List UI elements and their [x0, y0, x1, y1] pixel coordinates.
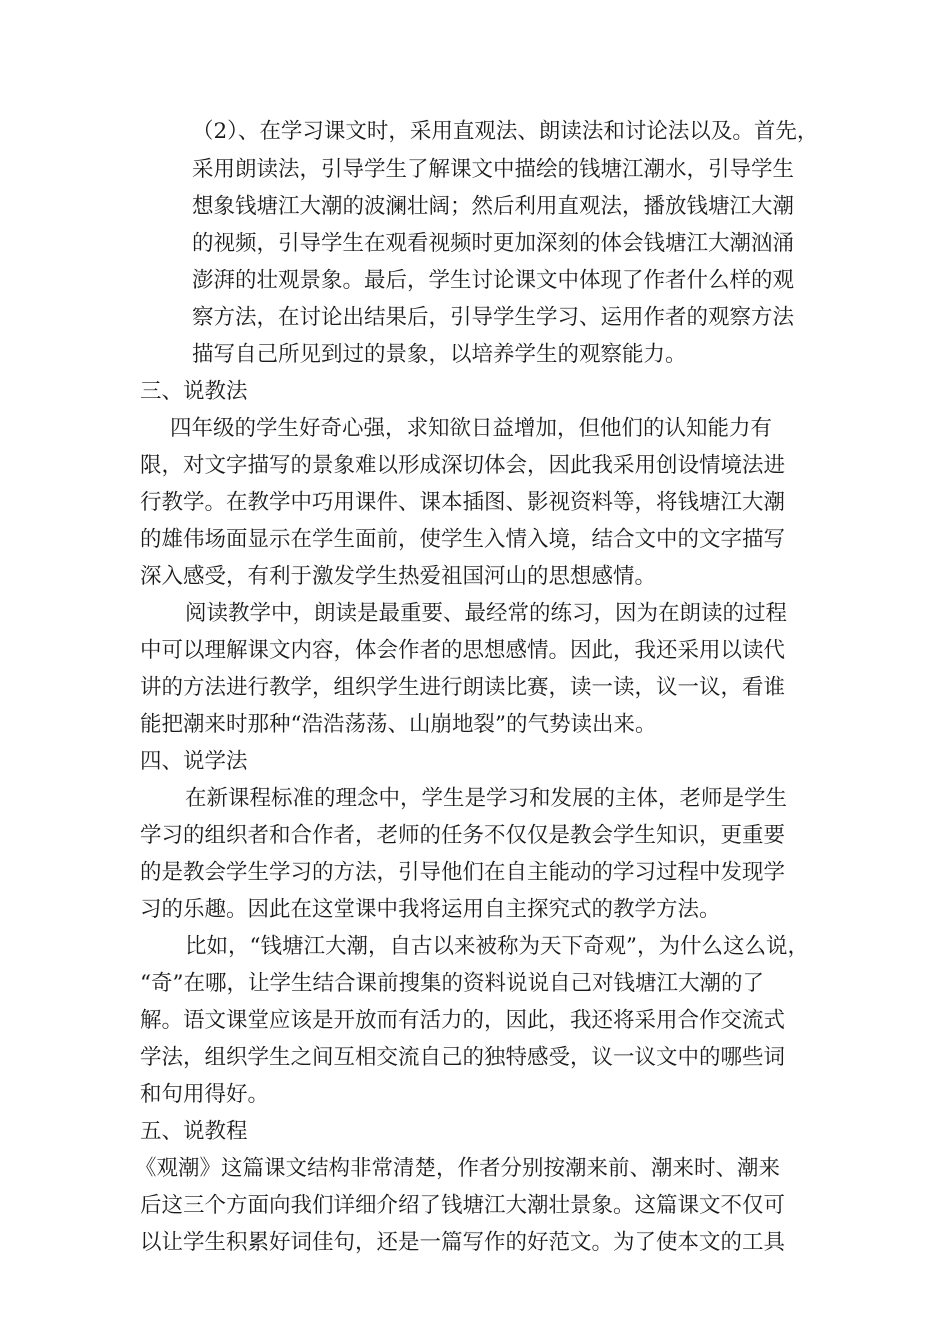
paragraph-line: 解。语文课堂应该是开放而有活力的，因此，我还将采用合作交流式 — [140, 1008, 786, 1033]
paragraph-line: “奇”在哪，让学生结合课前搜集的资料说说自己对钱塘江大潮的了 — [140, 971, 764, 996]
paragraph-line: 讲的方法进行教学，组织学生进行朗读比赛，读一读，议一议，看谁 — [140, 675, 786, 700]
paragraph-line: 能把潮来时那种“浩浩荡荡、山崩地裂”的气势读出来。 — [140, 712, 657, 737]
paragraph-line: 深入感受，有利于激发学生热爱祖国河山的思想感情。 — [140, 564, 657, 589]
paragraph-line: 《观潮》这篇课文结构非常清楚，作者分别按潮来前、潮来时、潮来 — [135, 1156, 781, 1181]
paragraph-line: （2）、在学习课文时，采用直观法、朗读法和讨论法以及。首先， — [192, 119, 819, 144]
paragraph-line: 行教学。在教学中巧用课件、课本插图、影视资料等，将钱塘江大潮 — [140, 490, 786, 515]
paragraph-line: 学法，组织学生之间互相交流自己的独特感受，议一议文中的哪些词 — [140, 1045, 786, 1070]
paragraph-line: 的是教会学生学习的方法，引导他们在自主能动的学习过程中发现学 — [140, 860, 786, 885]
section-heading-teaching-process: 五、说教程 — [140, 1119, 248, 1144]
paragraph-line: 限，对文字描写的景象难以形成深切体会，因此我采用创设情境法进 — [140, 453, 786, 478]
paragraph-line: 澎湃的壮观景象。最后，学生讨论课文中体现了作者什么样的观 — [192, 268, 795, 293]
paragraph-line: 以让学生积累好词佳句，还是一篇写作的好范文。为了使本文的工具 — [140, 1230, 786, 1255]
paragraph-line: 习的乐趣。因此在这堂课中我将运用自主探究式的教学方法。 — [140, 897, 721, 922]
paragraph-line: 想象钱塘江大潮的波澜壮阔；然后利用直观法，播放钱塘江大潮 — [192, 194, 795, 219]
paragraph-line: 四年级的学生好奇心强，求知欲日益增加，但他们的认知能力有 — [170, 416, 773, 441]
paragraph-line: 在新课程标准的理念中，学生是学习和发展的主体，老师是学生 — [185, 786, 788, 811]
paragraph-line: 察方法，在讨论出结果后，引导学生学习、运用作者的观察方法 — [192, 305, 795, 330]
section-heading-teaching-method: 三、说教法 — [140, 379, 248, 404]
paragraph-line: 的视频，引导学生在观看视频时更加深刻的体会钱塘江大潮汹涌 — [192, 231, 795, 256]
paragraph-line: 和句用得好。 — [140, 1082, 270, 1107]
paragraph-line: 后这三个方面向我们详细介绍了钱塘江大潮壮景象。这篇课文不仅可 — [140, 1193, 786, 1218]
paragraph-line: 中可以理解课文内容，体会作者的思想感情。因此，我还采用以读代 — [140, 638, 786, 663]
paragraph-line: 的雄伟场面显示在学生面前，使学生入情入境，结合文中的文字描写 — [140, 527, 786, 552]
paragraph-line: 采用朗读法，引导学生了解课文中描绘的钱塘江潮水，引导学生 — [192, 157, 795, 182]
section-heading-learning-method: 四、说学法 — [140, 749, 248, 774]
paragraph-line: 比如，“钱塘江大潮，自古以来被称为天下奇观”，为什么这么说， — [185, 934, 809, 959]
paragraph-line: 阅读教学中，朗读是最重要、最经常的练习，因为在朗读的过程 — [185, 601, 788, 626]
paragraph-line: 描写自己所见到过的景象，以培养学生的观察能力。 — [192, 342, 687, 367]
paragraph-line: 学习的组织者和合作者，老师的任务不仅仅是教会学生知识，更重要 — [140, 823, 786, 848]
